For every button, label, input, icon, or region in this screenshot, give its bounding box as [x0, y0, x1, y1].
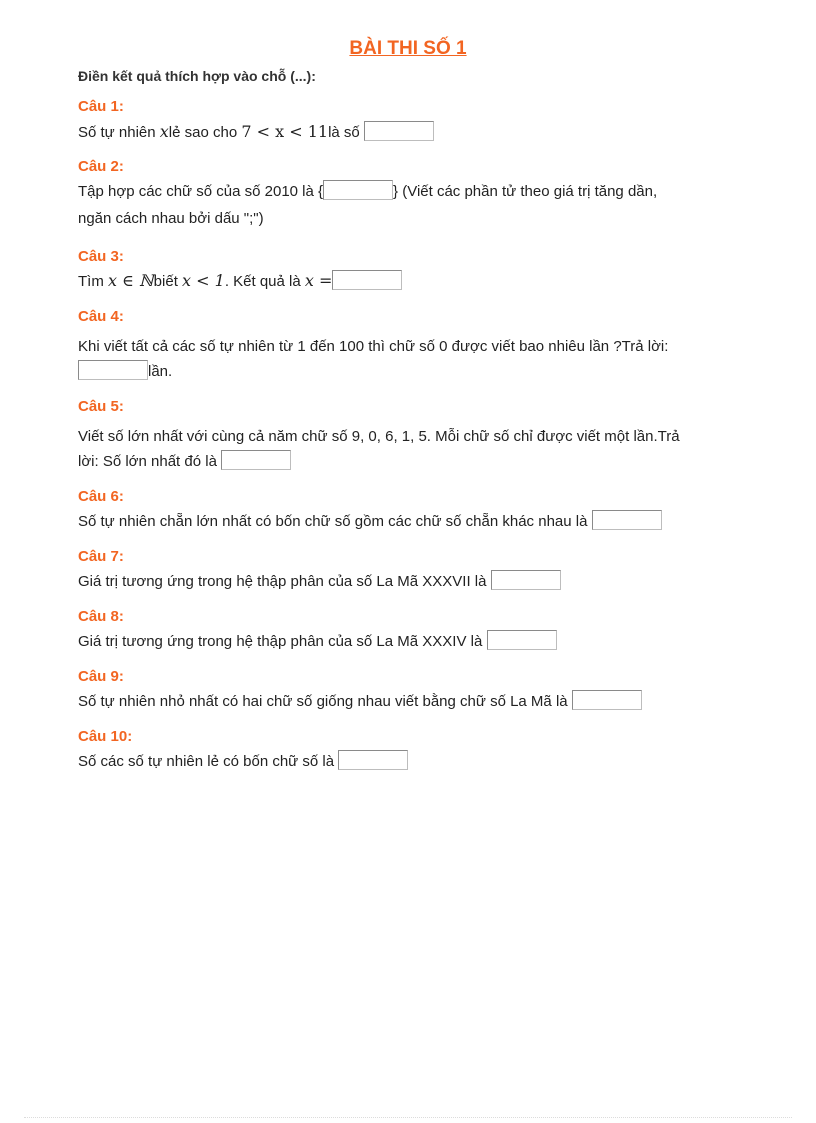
question-6-label: Câu 6:: [78, 488, 124, 505]
question-2-label: Câu 2:: [78, 158, 124, 175]
question-10-text-a: Số các số tự nhiên lẻ có bốn chữ số là: [78, 753, 339, 770]
question-2-text-c: ngăn cách nhau bởi dấu ";"): [78, 210, 264, 227]
question-3-math-condition: x < 1: [182, 271, 225, 290]
question-4-line-2: [78, 360, 172, 380]
question-7-label: Câu 7:: [78, 548, 124, 565]
question-2-line: [78, 180, 657, 200]
question-4-line: [78, 338, 668, 355]
question-5-label: Câu 5:: [78, 398, 124, 415]
question-10-line: [78, 750, 408, 770]
question-4-text-a: Khi viết tất cả các số tự nhiên từ 1 đến 100 thì chữ số 0 được viết bao nhiêu lần ?Trả lời:: [78, 338, 669, 355]
instruction-text: Điền kết quả thích hợp vào chỗ (...):: [78, 68, 316, 84]
answer-input-4[interactable]: [78, 360, 148, 380]
question-4-label: Câu 4:: [78, 308, 124, 325]
question-8-line: [78, 630, 557, 650]
question-3-label: Câu 3:: [78, 248, 124, 265]
answer-input-10[interactable]: [338, 750, 408, 770]
question-1-text-b: lẻ sao cho: [168, 124, 242, 141]
question-9-label: Câu 9:: [78, 668, 124, 685]
question-1-math-x: x: [159, 122, 169, 141]
answer-input-1[interactable]: [364, 121, 434, 141]
question-5-text-a: Viết số lớn nhất với cùng cả năm chữ số 9, 0, 6, 1, 5. Mỗi chữ số chỉ được viết một lần.Trả: [78, 428, 680, 445]
question-5-text-b: lời: Số lớn nhất đó là: [78, 453, 222, 470]
question-3-text-a: Tìm: [78, 273, 108, 290]
question-7-text-a: Giá trị tương ứng trong hệ thập phân của số La Mã XXXVII là: [78, 573, 491, 590]
footer-divider: [24, 1117, 792, 1118]
answer-input-6[interactable]: [592, 510, 662, 530]
question-4-text-b: lần.: [148, 363, 173, 380]
question-6-text-a: Số tự nhiên chẵn lớn nhất có bốn chữ số gồm các chữ số chẵn khác nhau là: [78, 513, 592, 530]
question-8-label: Câu 8:: [78, 608, 124, 625]
answer-input-8[interactable]: [487, 630, 557, 650]
question-1-text-a: Số tự nhiên: [78, 124, 160, 141]
question-1-line: [78, 121, 434, 141]
answer-input-2[interactable]: [323, 180, 393, 200]
question-2-line-2: [78, 210, 264, 227]
question-3-text-c: . Kết quả là: [224, 273, 305, 290]
question-6-line: [78, 510, 662, 530]
question-9-line: [78, 690, 642, 710]
question-5-line: [78, 428, 680, 445]
question-1-label: Câu 1:: [78, 98, 124, 115]
question-1-text-c: là số: [328, 124, 364, 141]
page-title: BÀI THI SỐ 1: [349, 38, 467, 59]
question-10-label: Câu 10:: [78, 728, 133, 745]
answer-input-9[interactable]: [572, 690, 642, 710]
answer-input-3[interactable]: [332, 270, 402, 290]
question-3-text-b: biết: [153, 273, 183, 290]
question-3-math-set: x ∈ ℕ: [108, 271, 154, 290]
question-5-line-2: [78, 450, 291, 470]
question-2-text-b: } (Viết các phần tử theo giá trị tăng dần,: [393, 183, 658, 200]
question-2-text-a: Tập hợp các chữ số của số 2010 là {: [78, 183, 324, 200]
answer-input-7[interactable]: [491, 570, 561, 590]
question-7-line: [78, 570, 561, 590]
answer-input-5[interactable]: [221, 450, 291, 470]
question-3-line: [78, 270, 402, 290]
question-8-text-a: Giá trị tương ứng trong hệ thập phân của số La Mã XXXIV là: [78, 633, 487, 650]
question-9-text-a: Số tự nhiên nhỏ nhất có hai chữ số giống nhau viết bằng chữ số La Mã là: [78, 693, 572, 710]
question-1-math-inequality: 7 < x < 11: [241, 122, 329, 141]
question-3-math-answer: x =: [304, 271, 333, 290]
